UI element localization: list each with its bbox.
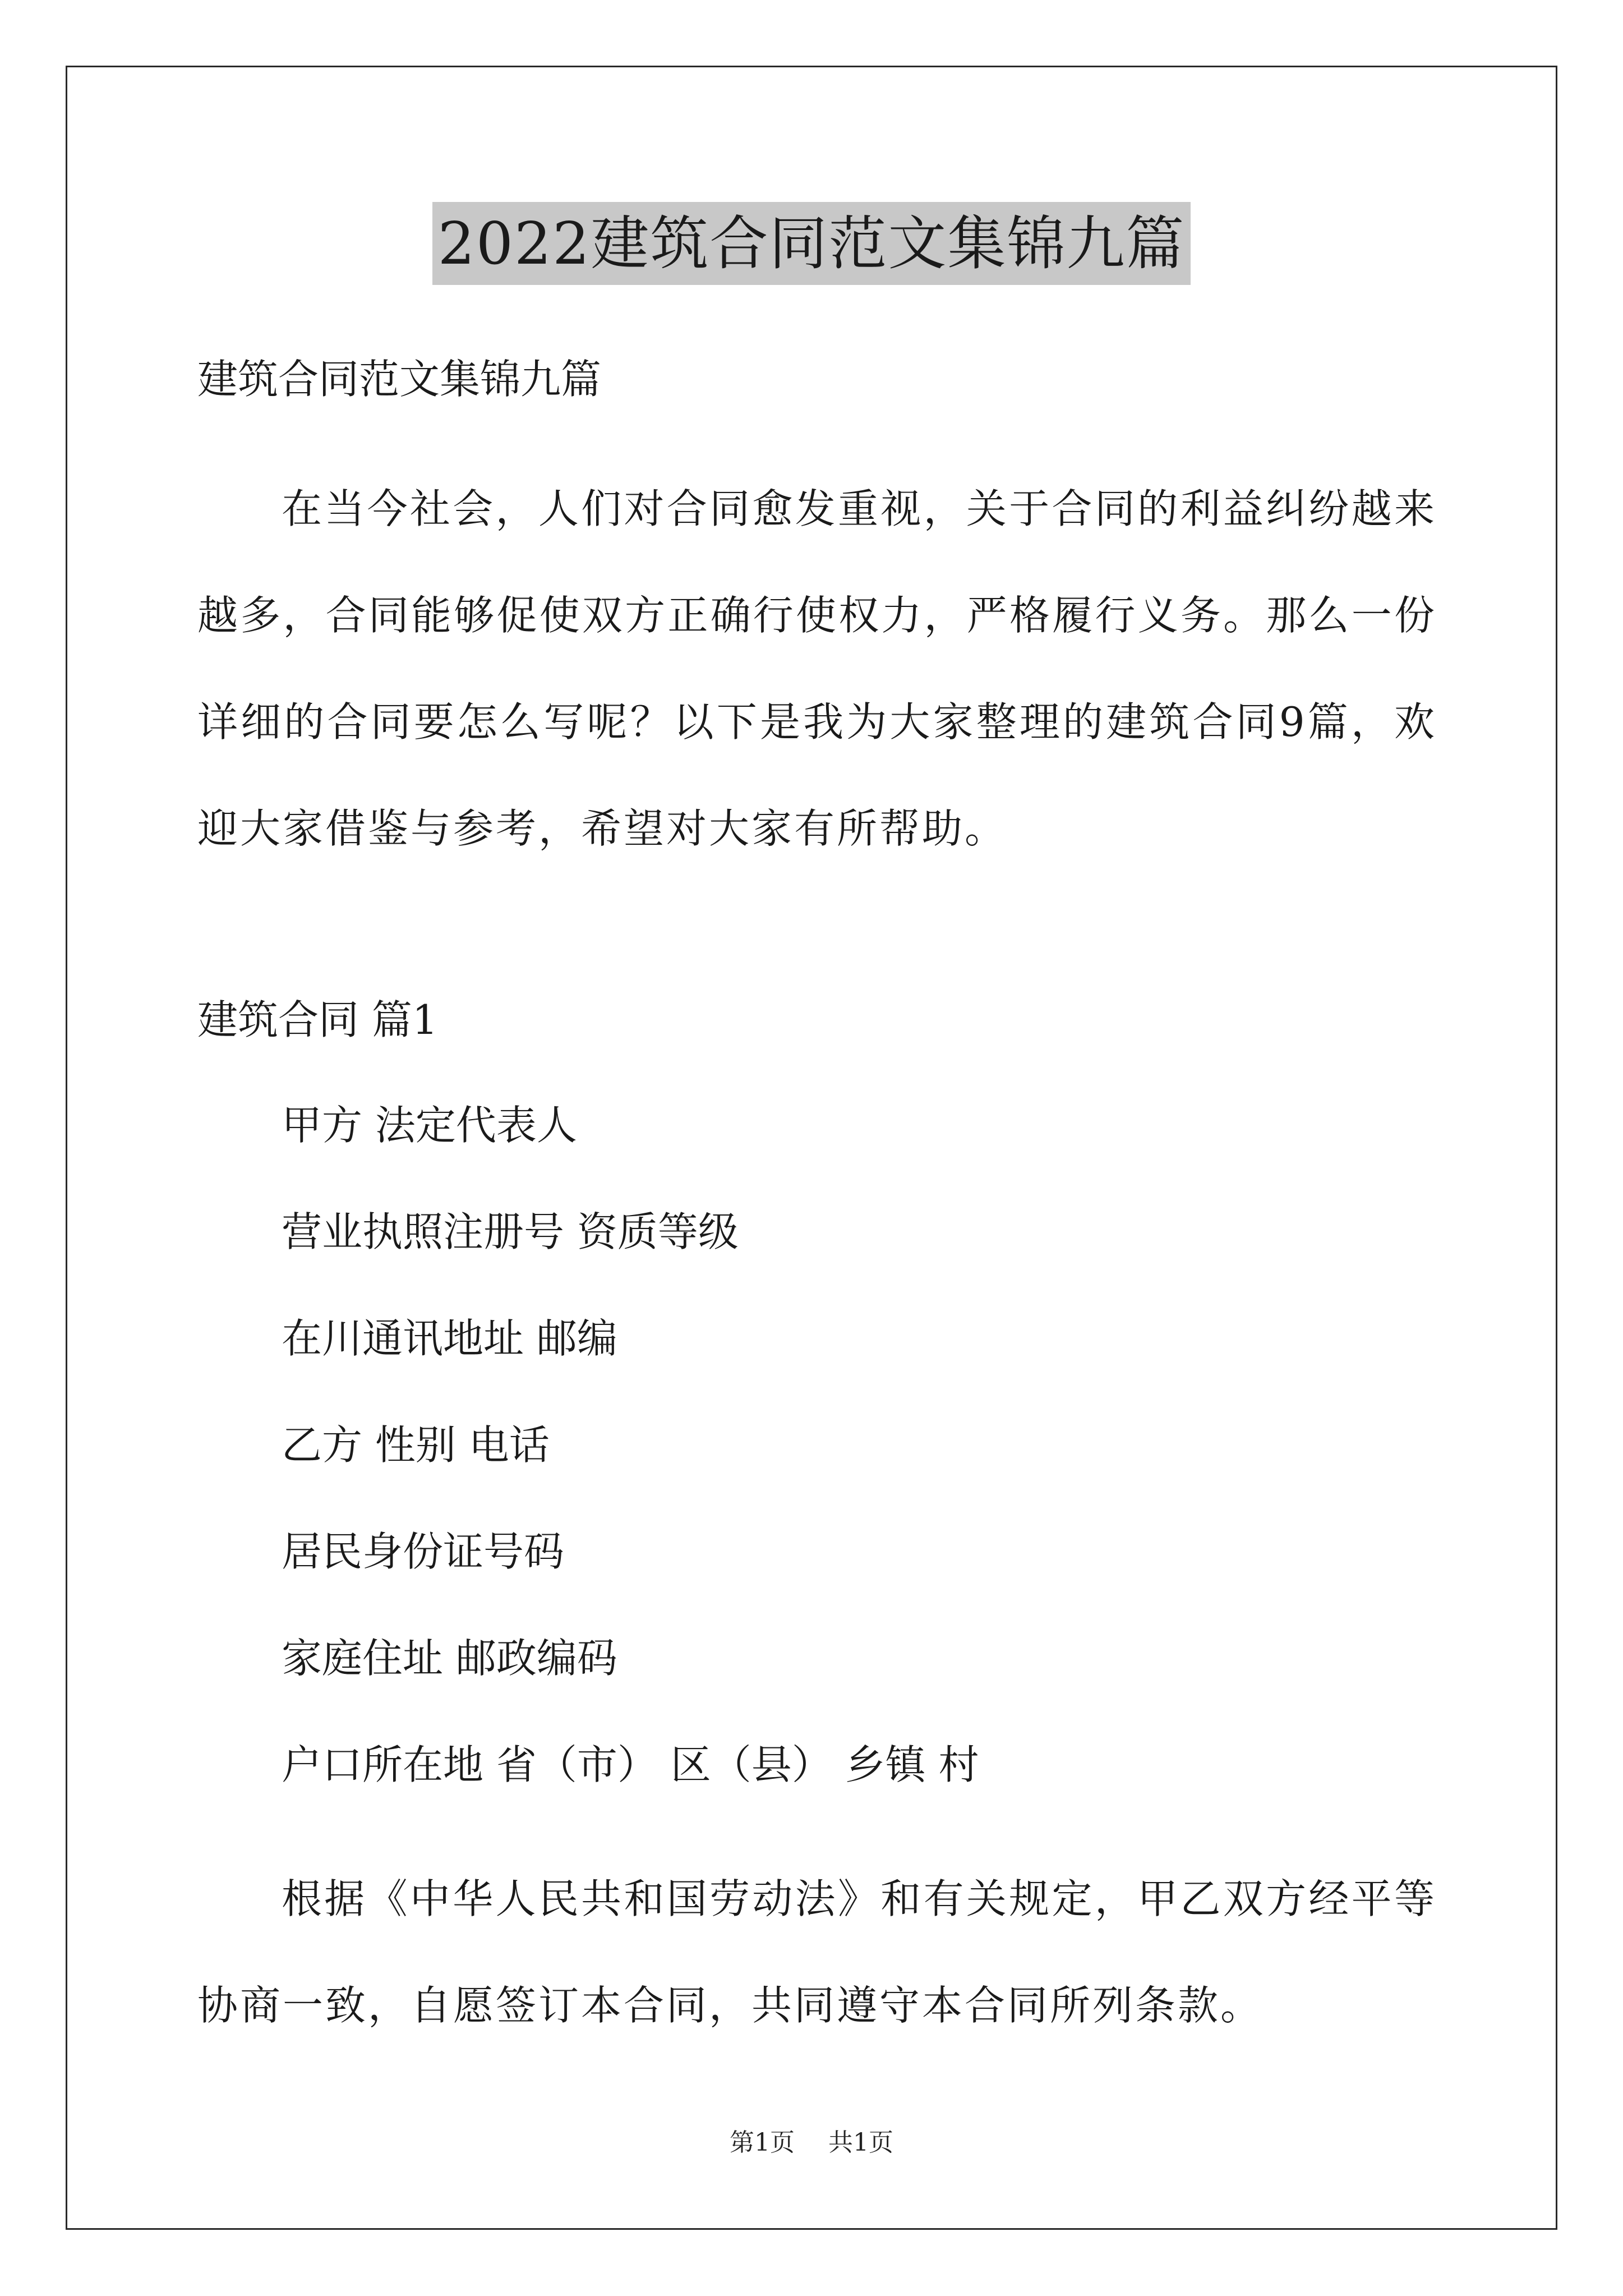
field-line: 家庭住址 邮政编码 xyxy=(282,1635,617,1682)
law-paragraph: 根据《中华人民共和国劳动法》和有关规定，甲乙双方经平等协商一致，自愿签订本合同，共同遵守本合同所列条款。 xyxy=(197,1875,1437,2029)
page-number-current: 第1页 xyxy=(730,2128,795,2157)
intro-paragraph: 在当今社会，人们对合同愈发重视，关于合同的利益纠纷越来越多，合同能够促使双方正确行使权力，严格履行义务。那么一份详细的合同要怎么写呢？以下是我为大家整理的建筑合同9篇，欢迎大家借鉴与参考，希望对大家有所帮助。 xyxy=(197,485,1437,852)
field-line: 户口所在地 省（市） 区（县） 乡镇 村 xyxy=(282,1741,979,1788)
title-container xyxy=(0,202,1623,285)
document-title: 2022建筑合同范文集锦九篇 xyxy=(432,202,1191,285)
section-heading: 建筑合同 篇1 xyxy=(197,996,438,1043)
page-number-total: 共1页 xyxy=(828,2128,893,2157)
field-line: 甲方 法定代表人 xyxy=(282,1102,577,1149)
field-line: 居民身份证号码 xyxy=(282,1528,565,1575)
document-subtitle: 建筑合同范文集锦九篇 xyxy=(197,356,602,403)
page-footer xyxy=(0,2126,1623,2160)
field-line: 在川通讯地址 邮编 xyxy=(282,1315,617,1362)
field-line: 乙方 性别 电话 xyxy=(282,1421,550,1469)
field-line: 营业执照注册号 资质等级 xyxy=(282,1208,739,1255)
